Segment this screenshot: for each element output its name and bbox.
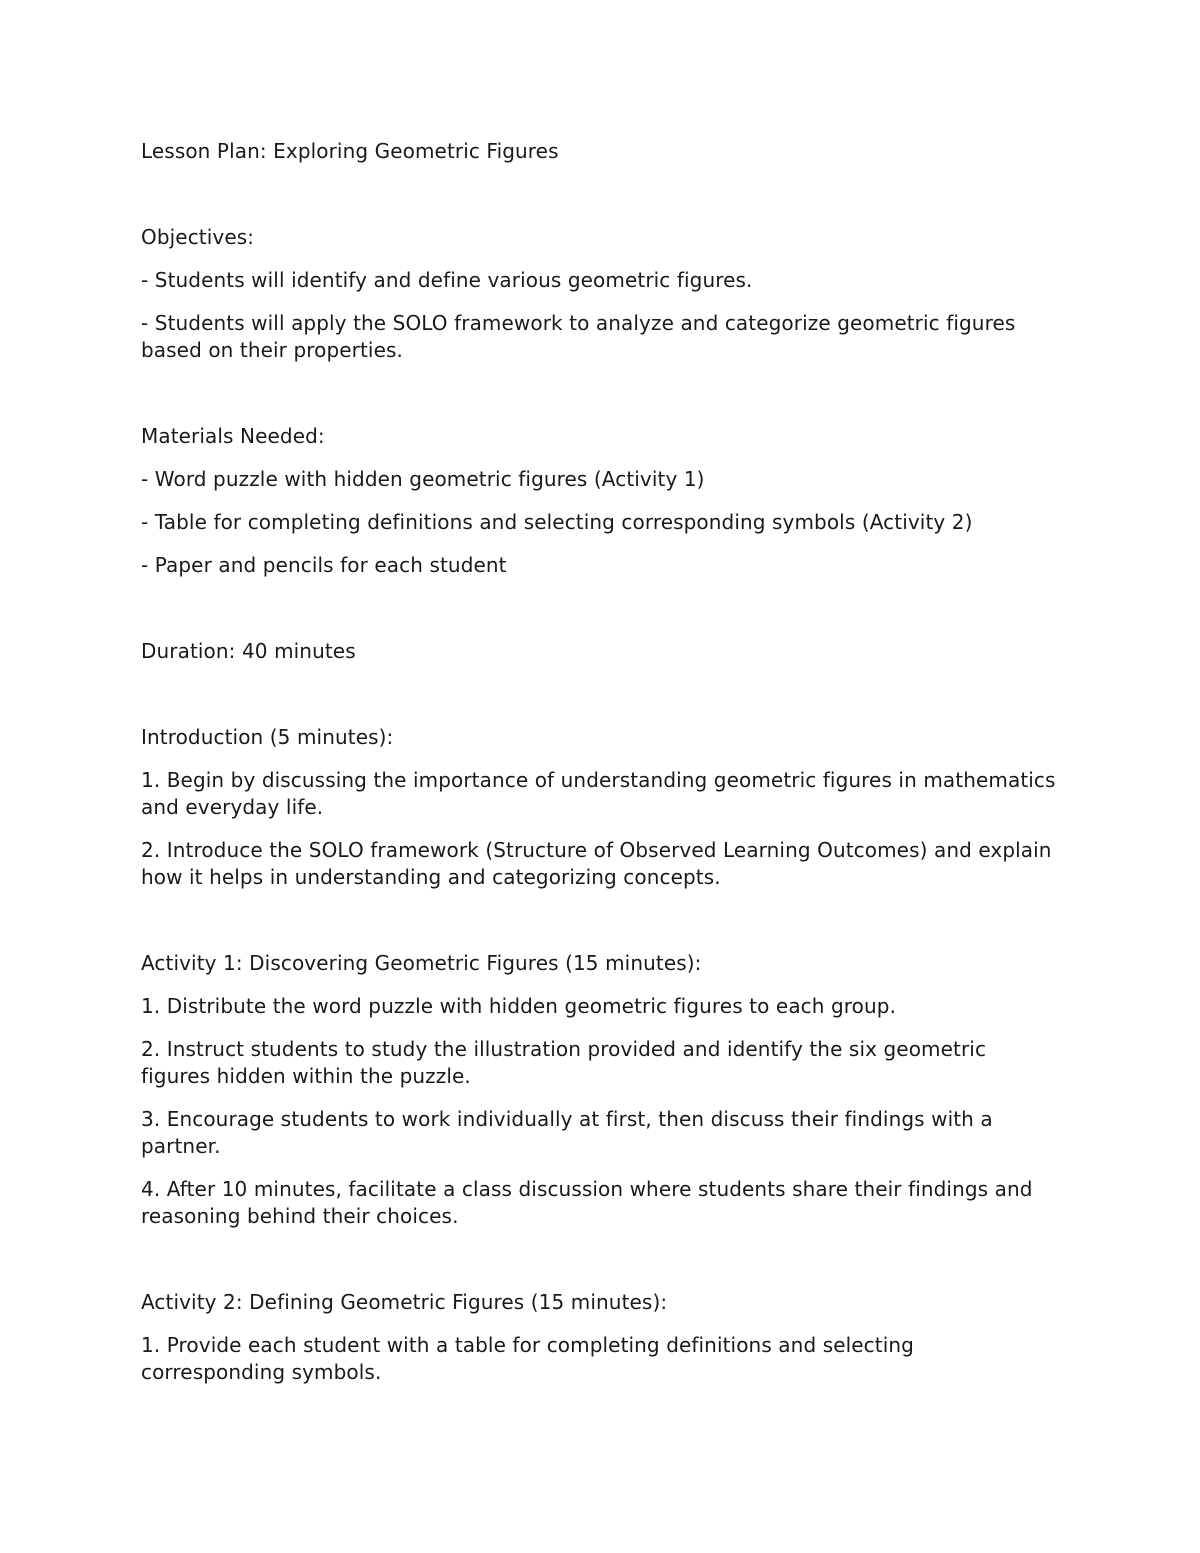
objective-item: - Students will identify and define various geometric figures. [141,268,753,292]
document-title: Lesson Plan: Exploring Geometric Figures [141,139,559,163]
introduction-item: 1. Begin by discussing the importance of understanding geometric figures in mathematics and everyday life. [141,768,1056,819]
objectives-heading: Objectives: [141,225,255,249]
objective-item: - Students will apply the SOLO framework to analyze and categorize geometric figures based on their properties. [141,311,1016,362]
activity1-item: 3. Encourage students to work individually at first, then discuss their findings with a partner. [141,1107,993,1158]
activity1-heading: Activity 1: Discovering Geometric Figures (15 minutes): [141,951,702,975]
activity1-item: 1. Distribute the word puzzle with hidden geometric figures to each group. [141,994,897,1018]
activity1-item: 4. After 10 minutes, facilitate a class discussion where students share their findings and reasoning behind their choices. [141,1177,1033,1228]
document-body [141,138,1061,1386]
activity1-item: 2. Instruct students to study the illustration provided and identify the six geometric figures hidden within the puzzle. [141,1037,987,1088]
material-item: - Paper and pencils for each student [141,553,507,577]
introduction-item: 2. Introduce the SOLO framework (Structure of Observed Learning Outcomes) and explain how it helps in understanding and categorizing concepts. [141,838,1052,889]
duration-line: Duration: 40 minutes [141,639,356,663]
materials-heading: Materials Needed: [141,424,325,448]
introduction-heading: Introduction (5 minutes): [141,725,394,749]
activity2-item: 1. Provide each student with a table for completing definitions and selecting corresponding symbols. [141,1333,914,1384]
material-item: - Table for completing definitions and selecting corresponding symbols (Activity 2) [141,510,973,534]
material-item: - Word puzzle with hidden geometric figures (Activity 1) [141,467,705,491]
activity2-heading: Activity 2: Defining Geometric Figures (15 minutes): [141,1290,668,1314]
